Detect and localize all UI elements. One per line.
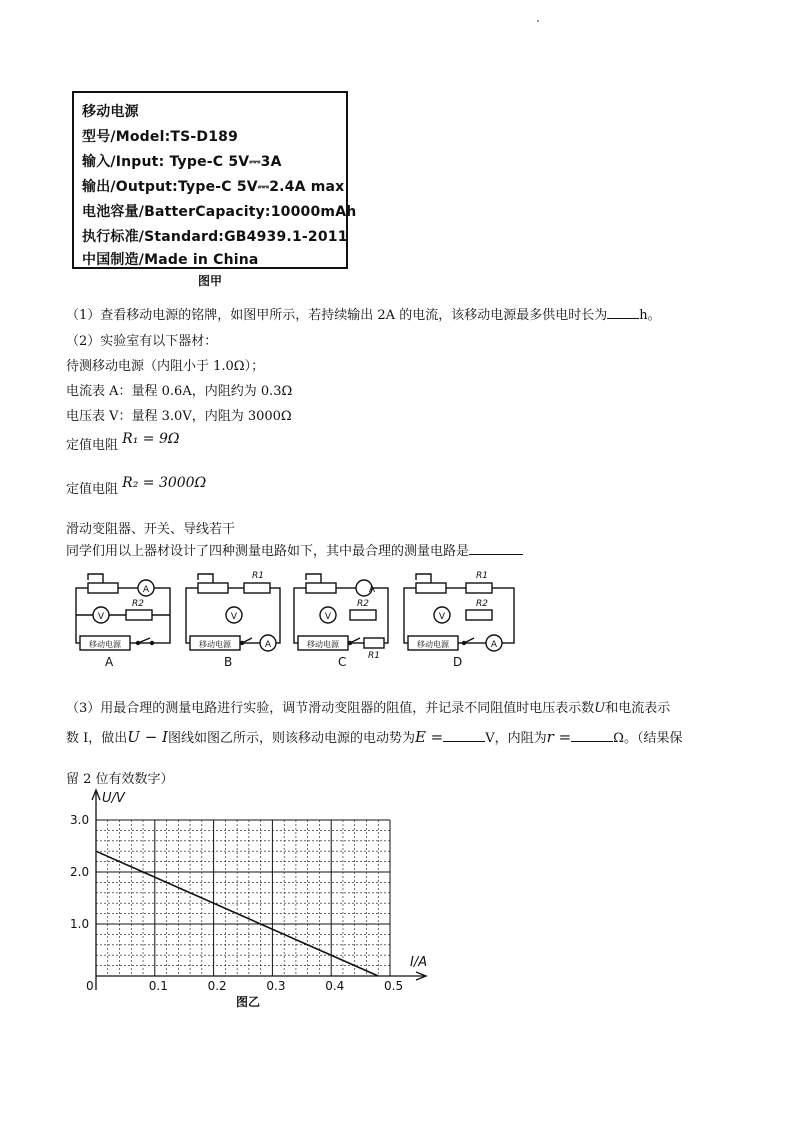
circuit-d-source: 移动电源 (417, 640, 449, 649)
circuit-a-ammeter: A (142, 585, 150, 595)
answer-blank (607, 306, 639, 319)
x-tick-label: 0.3 (266, 979, 286, 993)
circuit-diagrams (66, 560, 536, 670)
question-3-line2 (66, 727, 682, 746)
question-3-line3: 留 2 位有效数字） (66, 772, 174, 787)
nameplate-line: 输入/Input: Type-C 5V⎓3A (82, 154, 282, 170)
y-tick-label: 2.0 (70, 865, 90, 879)
answer-blank (443, 729, 485, 742)
x-tick-label: 0 (86, 979, 94, 993)
circuit-b-ammeter: A (264, 640, 272, 650)
circuit-label-a: A (105, 655, 114, 669)
answer-blank (571, 729, 613, 742)
question-3-line2-b: 图线如图乙所示，则该移动电源的电动势为 (167, 731, 415, 746)
circuit-b-r1: R1 (252, 571, 264, 581)
nameplate-line: 执行标准/Standard:GB4939.1-2011 (82, 229, 348, 245)
equipment-r2-prefix: 定值电阻 (66, 482, 119, 497)
circuit-a (76, 574, 170, 650)
circuit-label-c: C (338, 655, 347, 669)
question-3-r-expr: r = (546, 728, 572, 746)
question-2 (66, 540, 523, 559)
figure-caption-yi: 图乙 (236, 995, 261, 1009)
circuit-d-voltmeter: V (438, 612, 446, 622)
circuit-c-source: 移动电源 (307, 640, 339, 649)
question-3-line1-end: 和电流表示 (605, 701, 671, 716)
question-3-var-u: U (594, 701, 606, 716)
y-tick-label: 1.0 (70, 917, 90, 931)
x-axis-label: I/A (410, 955, 428, 970)
figure-caption-jia: 图甲 (198, 274, 223, 288)
question-3-line2-a: 数 I，做出 (66, 731, 128, 746)
circuit-c-r2: R2 (357, 599, 369, 609)
equipment-r2-expr: R₂ = 3000Ω (122, 475, 207, 491)
question-1 (66, 304, 661, 323)
nameplate-line: 移动电源 (82, 104, 139, 120)
question-3-line1-text: （3）用最合理的测量电路进行实验，调节滑动变阻器的阻值，并记录不同阻值时电压表示数 (66, 701, 595, 716)
question-2-text: 同学们用以上器材设计了四种测量电路如下，其中最合理的测量电路是 (66, 544, 470, 559)
nameplate-box (72, 91, 357, 269)
nameplate-line: 电池容量/BatterCapacity:10000mAh (82, 204, 357, 220)
equipment-r2 (66, 472, 207, 497)
circuit-d-r1: R1 (476, 571, 488, 581)
question-1-text: （1）查看移动电源的铭牌，如图甲所示，若持续输出 2A 的电流，该移动电源最多供电时长为 (66, 308, 608, 323)
equipment-item: 电压表 V：量程 3.0V，内阻为 3000Ω (66, 409, 292, 424)
question-3-e-expr: E = (414, 728, 444, 746)
equipment-item: 电流表 A：量程 0.6A，内阻约为 0.3Ω (66, 384, 293, 399)
equipment-misc: 滑动变阻器、开关、导线若干 (66, 522, 236, 537)
answer-blank (469, 542, 523, 555)
question-3-ui-expr: U − I (127, 728, 168, 746)
question-3-line1 (66, 697, 670, 716)
question-1-unit: h。 (639, 308, 661, 323)
equipment-r1-prefix: 定值电阻 (66, 438, 119, 453)
equipment-item: 待测移动电源（内阻小于 1.0Ω）； (66, 359, 265, 374)
equipment-r1-expr: R₁ = 9Ω (122, 431, 180, 447)
y-axis-label: U/V (102, 791, 125, 806)
ui-graph (60, 780, 460, 1020)
x-tick-label: 0.1 (148, 979, 168, 993)
circuit-d-ammeter: A (490, 640, 498, 650)
circuit-d-r2: R2 (476, 599, 488, 609)
nameplate-line: 型号/Model:TS-D189 (82, 129, 239, 145)
equipment-r1 (66, 428, 180, 453)
circuit-label-d: D (453, 655, 463, 669)
circuit-a-r2: R2 (132, 599, 144, 609)
x-tick-label: 0.5 (384, 979, 404, 993)
x-tick-label: 0.2 (207, 979, 227, 993)
circuit-b-voltmeter: V (230, 612, 238, 622)
x-tick-label: 0.4 (325, 979, 345, 993)
circuit-b-source: 移动电源 (199, 640, 231, 649)
question-3-r-unit: Ω。（结果保 (613, 731, 683, 746)
nameplate-line: 输出/Output:Type-C 5V⎓2.4A max (82, 179, 345, 195)
nameplate-line: 中国制造/Made in China (82, 252, 259, 268)
question-2-intro: （2）实验室有以下器材： (66, 334, 218, 349)
circuit-c-voltmeter: V (324, 612, 332, 622)
circuit-a-voltmeter: V (97, 612, 105, 622)
y-tick-label: 3.0 (70, 813, 90, 827)
question-3-e-unit: V，内阻为 (485, 731, 547, 746)
circuit-c-ammeter: A (368, 585, 376, 595)
speck (537, 20, 539, 22)
circuit-c-r1: R1 (368, 651, 380, 661)
circuit-a-source: 移动电源 (89, 640, 121, 649)
circuit-label-b: B (224, 655, 233, 669)
